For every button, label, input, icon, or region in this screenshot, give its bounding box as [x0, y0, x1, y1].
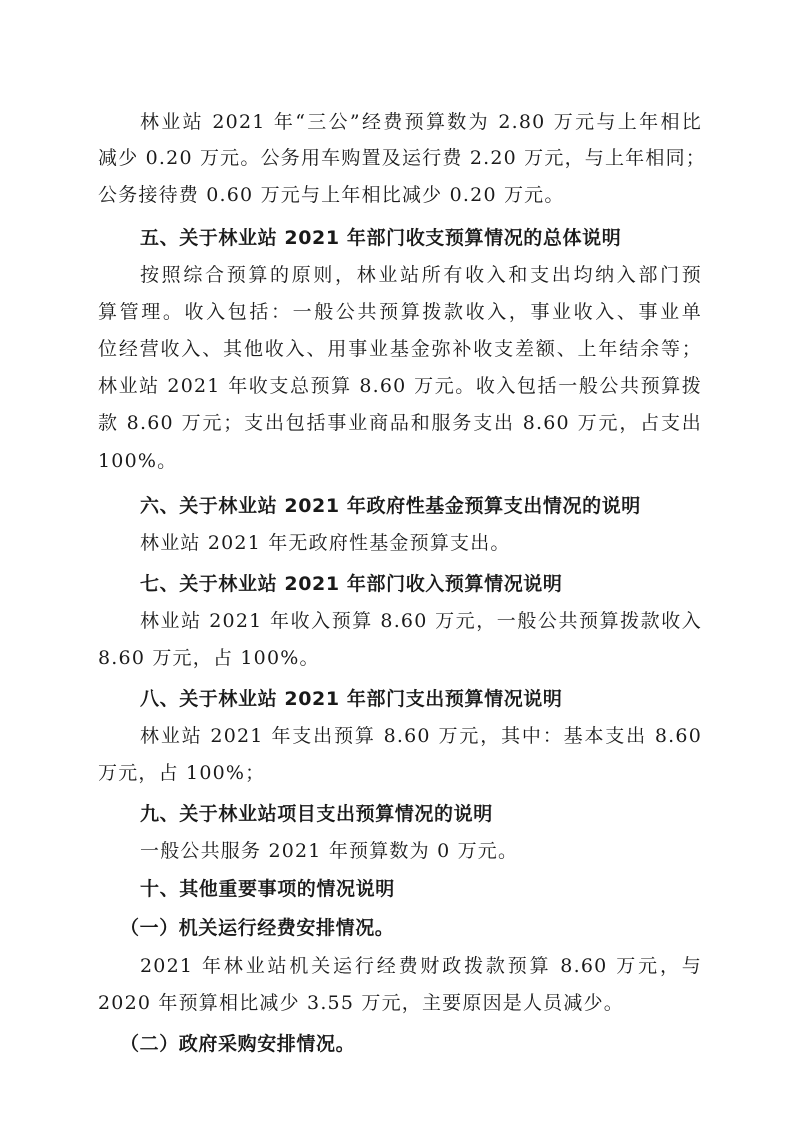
paragraph-line: 2020 年预算相比减少 3.55 万元，主要原因是人员减少。 — [98, 992, 624, 1014]
paragraph-line: 林业站 2021 年无政府性基金预算支出。 — [140, 532, 511, 554]
paragraph-line: 位经营收入、其他收入、用事业基金弥补收支差额、上年结余等； — [98, 338, 702, 360]
section-heading-8: 八、关于林业站 2021 年部门支出预算情况说明 — [140, 688, 563, 710]
paragraph-line: 公务接待费 0.60 万元与上年相比减少 0.20 万元。 — [98, 184, 565, 206]
paragraph-line: 林业站 2021 年收入预算 8.60 万元，一般公共预算拨款收入 — [140, 610, 702, 632]
paragraph-line: 8.60 万元，占 100%。 — [98, 647, 320, 669]
paragraph-line: 100%。 — [98, 450, 178, 472]
paragraph-line: 林业站 2021 年收支总预算 8.60 万元。收入包括一般公共预算拨 — [98, 375, 702, 397]
paragraph-line: 按照综合预算的原则，林业站所有收入和支出均纳入部门预 — [140, 264, 702, 286]
paragraph-line: 2021 年林业站机关运行经费财政拨款预算 8.60 万元，与 — [140, 955, 702, 977]
paragraph-line: 一般公共服务 2021 年预算数为 0 万元。 — [140, 840, 519, 862]
paragraph-line: 万元，占 100%； — [98, 762, 266, 784]
section-heading-9: 九、关于林业站项目支出预算情况的说明 — [140, 803, 493, 825]
section-heading-5: 五、关于林业站 2021 年部门收支预算情况的总体说明 — [140, 227, 622, 249]
subsection-heading-2: （二）政府采购安排情况。 — [120, 1033, 356, 1055]
section-heading-6: 六、关于林业站 2021 年政府性基金预算支出情况的说明 — [140, 495, 641, 517]
paragraph-line: 减少 0.20 万元。公务用车购置及运行费 2.20 万元，与上年相同； — [98, 147, 706, 169]
paragraph-line: 林业站 2021 年支出预算 8.60 万元，其中：基本支出 8.60 — [140, 725, 702, 747]
section-heading-10: 十、其他重要事项的情况说明 — [140, 878, 395, 900]
paragraph-line: 款 8.60 万元；支出包括事业商品和服务支出 8.60 万元，占支出 — [98, 412, 702, 434]
paragraph-line: 算管理。收入包括：一般公共预算拨款收入，事业收入、事业单 — [98, 301, 702, 323]
subsection-heading-1: （一）机关运行经费安排情况。 — [120, 917, 395, 939]
section-heading-7: 七、关于林业站 2021 年部门收入预算情况说明 — [140, 573, 563, 595]
paragraph-line: 林业站 2021 年“三公”经费预算数为 2.80 万元与上年相比 — [140, 111, 702, 133]
